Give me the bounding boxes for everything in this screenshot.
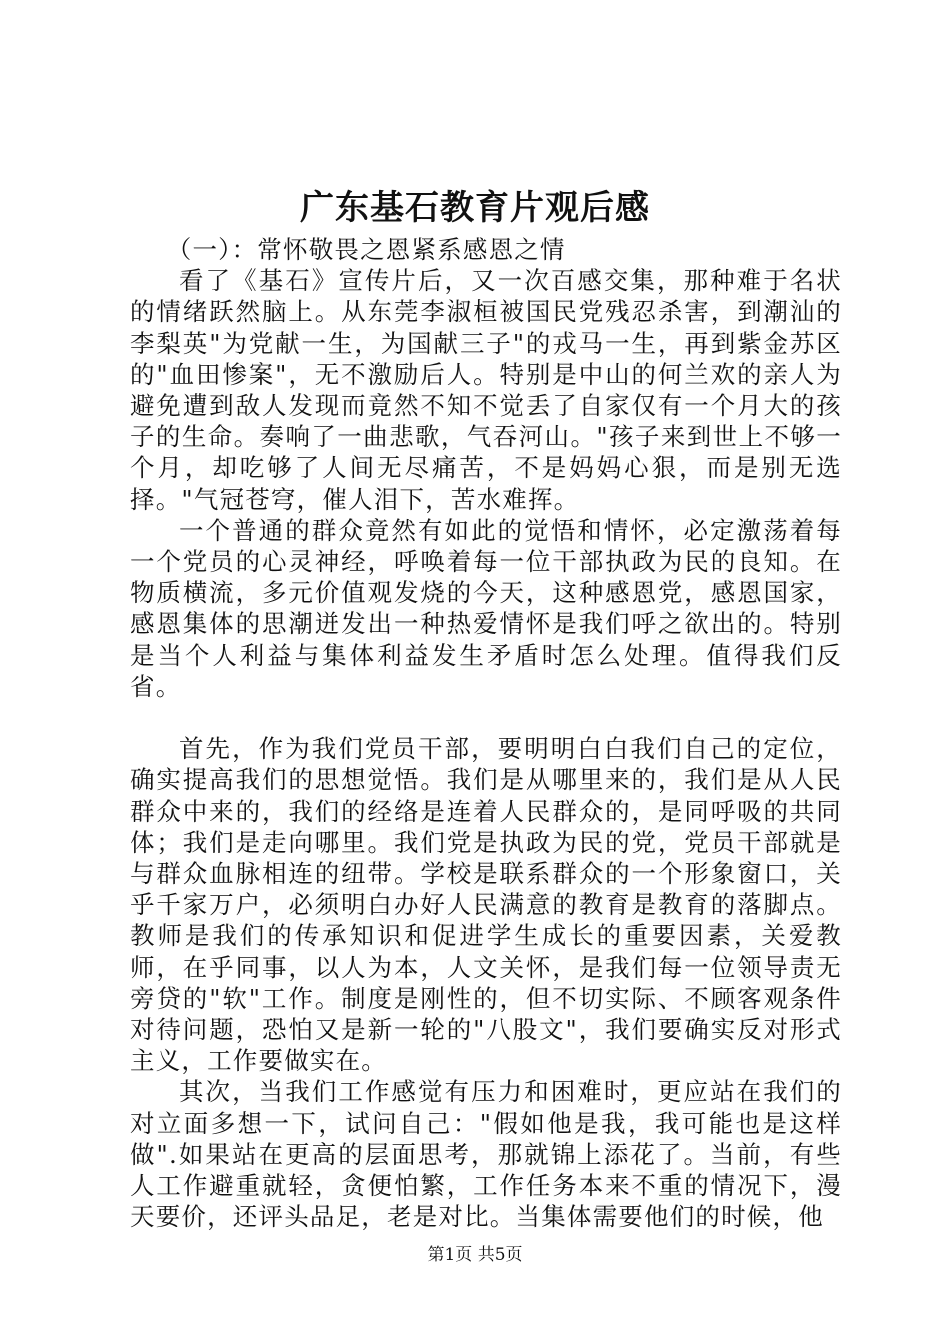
document-title: 广东基石教育片观后感 — [300, 188, 650, 228]
page-footer: 第1页 共5页 — [427, 1245, 523, 1265]
paragraph-4: 其次，当我们工作感觉有压力和困难时，更应站在我们的对立面多想一下，试问自己："假如他是我，我可能也是这样做".如果站在更高的层面思考，那就锦上添花了。当前，有些人工作避重就轻，贪便怕繁，工作任务本来不重的情况下，漫天要价，还评头品足，老是对比。当集体需要他们的时候，他 — [130, 1077, 842, 1232]
document-body — [130, 234, 842, 1232]
section-subtitle: （一）：常怀敬畏之恩紧系感恩之情 — [166, 235, 566, 264]
paragraph-1: 看了《基石》宣传片后，又一次百感交集，那种难于名状的情绪跃然脑上。从东莞李淑桓被国民党残忍杀害，到潮汕的李梨英"为党献一生，为国献三子"的戎马一生，再到紫金苏区的"血田惨案"，无不激励后人。特别是中山的何兰欢的亲人为避免遭到敌人发现而竟然不知不觉丢了自家仅有一个月大的孩子的生命。奏响了一曲悲歌，气吞河山。"孩子来到世上不够一个月，却吃够了人间无尽痛苦，不是妈妈心狠，而是别无选择。"气冠苍穹，催人泪下，苦水难挥。 — [130, 266, 842, 514]
paragraph-3: 首先，作为我们党员干部，要明明白白我们自己的定位，确实提高我们的思想觉悟。我们是从哪里来的，我们是从人民群众中来的，我们的经络是连着人民群众的，是同呼吸的共同体；我们是走向哪里。我们党是执政为民的党，党员干部就是与群众血脉相连的纽带。学校是联系群众的一个形象窗口，关乎千家万户，必须明白办好人民满意的教育是教育的落脚点。教师是我们的传承知识和促进学生成长的重要因素，关爱教师，在乎同事，以人为本，人文关怀，是我们每一位领导责无旁贷的"软"工作。制度是刚性的，但不切实际、不顾客观条件对待问题，恐怕又是新一轮的"八股文"，我们要确实反对形式主义，工作要做实在。 — [130, 734, 842, 1076]
paragraph-gap — [130, 702, 842, 733]
paragraph-2: 一个普通的群众竟然有如此的觉悟和情怀，必定激荡着每一个党员的心灵神经，呼唤着每一位干部执政为民的良知。在物质横流，多元价值观发烧的今天，这种感恩党，感恩国家，感恩集体的思潮迸发出一种热爱情怀是我们呼之欲出的。特别是当个人利益与集体利益发生矛盾时怎么处理。值得我们反省。 — [130, 515, 842, 701]
